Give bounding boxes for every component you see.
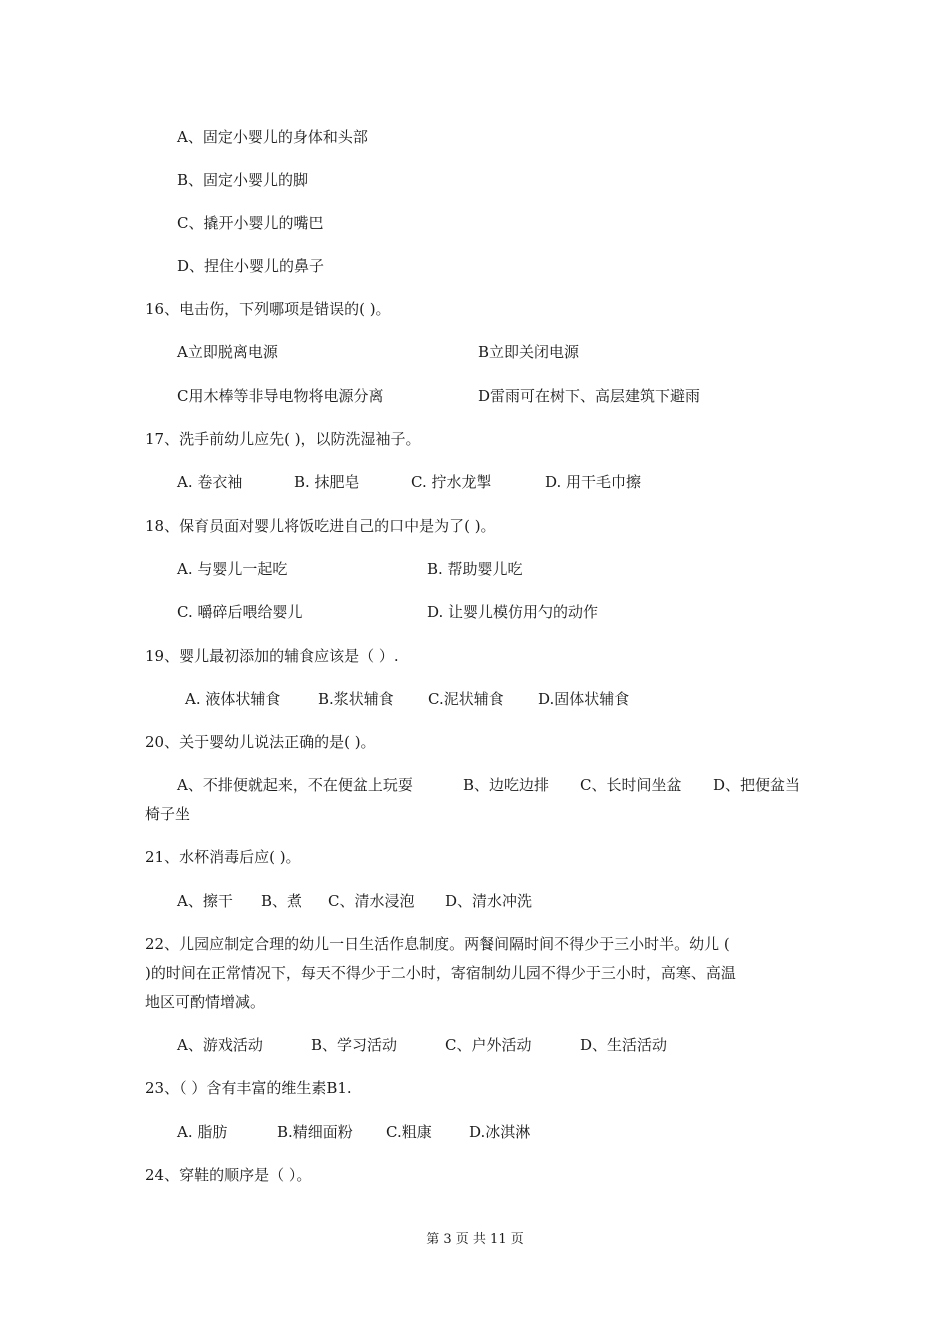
question-23: 23、（ ）含有丰富的维生素B1.: [145, 1079, 352, 1097]
q18-option-d: D. 让婴儿模仿用勺的动作: [427, 603, 599, 621]
q17-option-d: D. 用干毛巾擦: [545, 473, 642, 491]
q19-option-d: D.固体状辅食: [538, 690, 630, 708]
q23-option-b: B.精细面粉: [277, 1123, 353, 1141]
q22-option-b: B、学习活动: [311, 1036, 398, 1054]
page-number-footer: 第 3 页 共 11 页: [426, 1232, 524, 1247]
q16-option-c: C用木棒等非导电物将电源分离: [177, 387, 384, 405]
question-22-line-2: )的时间在正常情况下，每天不得少于二小时，寄宿制幼儿园不得少于三小时，高寒、高温: [145, 964, 736, 982]
q18-option-a: A. 与婴儿一起吃: [177, 560, 288, 578]
q20-option-d-continued: 椅子坐: [145, 805, 191, 823]
q21-option-d: D、清水冲洗: [445, 892, 533, 910]
q17-option-b: B. 抹肥皂: [294, 473, 360, 491]
q20-option-c: C、长时间坐盆: [580, 776, 682, 794]
q16-option-a: A立即脱离电源: [177, 343, 278, 361]
q15-option-b: B、固定小婴儿的脚: [177, 171, 309, 189]
question-16: 16、电击伤，下列哪项是错误的( )。: [145, 300, 391, 318]
question-19: 19、婴儿最初添加的辅食应该是（ ）.: [145, 647, 399, 665]
q15-option-a: A、固定小婴儿的身体和头部: [177, 128, 368, 146]
q18-option-b: B. 帮助婴儿吃: [427, 560, 523, 578]
question-17: 17、洗手前幼儿应先( )，以防洗湿袖子。: [145, 430, 421, 448]
question-21: 21、水杯消毒后应( )。: [145, 848, 301, 866]
q17-option-c: C. 拧水龙掣: [411, 473, 492, 491]
question-18: 18、保育员面对婴儿将饭吃进自己的口中是为了( )。: [145, 517, 496, 535]
q18-option-c: C. 嚼碎后喂给婴儿: [177, 603, 303, 621]
q22-option-a: A、游戏活动: [177, 1036, 263, 1054]
q21-option-a: A、擦干: [177, 892, 233, 910]
q23-option-a: A. 脂肪: [177, 1123, 228, 1141]
question-20: 20、关于婴幼儿说法正确的是( )。: [145, 733, 376, 751]
q21-option-b: B、煮: [261, 892, 303, 910]
q15-option-d: D、捏住小婴儿的鼻子: [177, 257, 325, 275]
q23-option-d: D.冰淇淋: [469, 1123, 531, 1141]
q20-option-b: B、边吃边排: [463, 776, 550, 794]
q16-option-b: B立即关闭电源: [478, 343, 580, 361]
q15-option-c: C、撬开小婴儿的嘴巴: [177, 214, 324, 232]
q23-option-c: C.粗康: [386, 1123, 432, 1141]
q19-option-b: B.浆状辅食: [318, 690, 394, 708]
q19-option-a: A. 液体状辅食: [185, 690, 281, 708]
question-24: 24、穿鞋的顺序是（ ）。: [145, 1166, 312, 1184]
q20-option-a: A、不排便就起来，不在便盆上玩耍: [177, 776, 413, 794]
question-22-line-3: 地区可酌情增减。: [145, 993, 266, 1011]
q20-option-d: D、把便盆当: [713, 776, 801, 794]
question-22: 22、儿园应制定合理的幼儿一日生活作息制度。两餐间隔时间不得少于三小时半。幼儿 (: [145, 935, 730, 953]
q16-option-d: D雷雨可在树下、高层建筑下避雨: [478, 387, 701, 405]
q19-option-c: C.泥状辅食: [428, 690, 504, 708]
q22-option-c: C、户外活动: [445, 1036, 532, 1054]
q21-option-c: C、清水浸泡: [328, 892, 415, 910]
q17-option-a: A. 卷衣袖: [177, 473, 243, 491]
q22-option-d: D、生活活动: [580, 1036, 668, 1054]
